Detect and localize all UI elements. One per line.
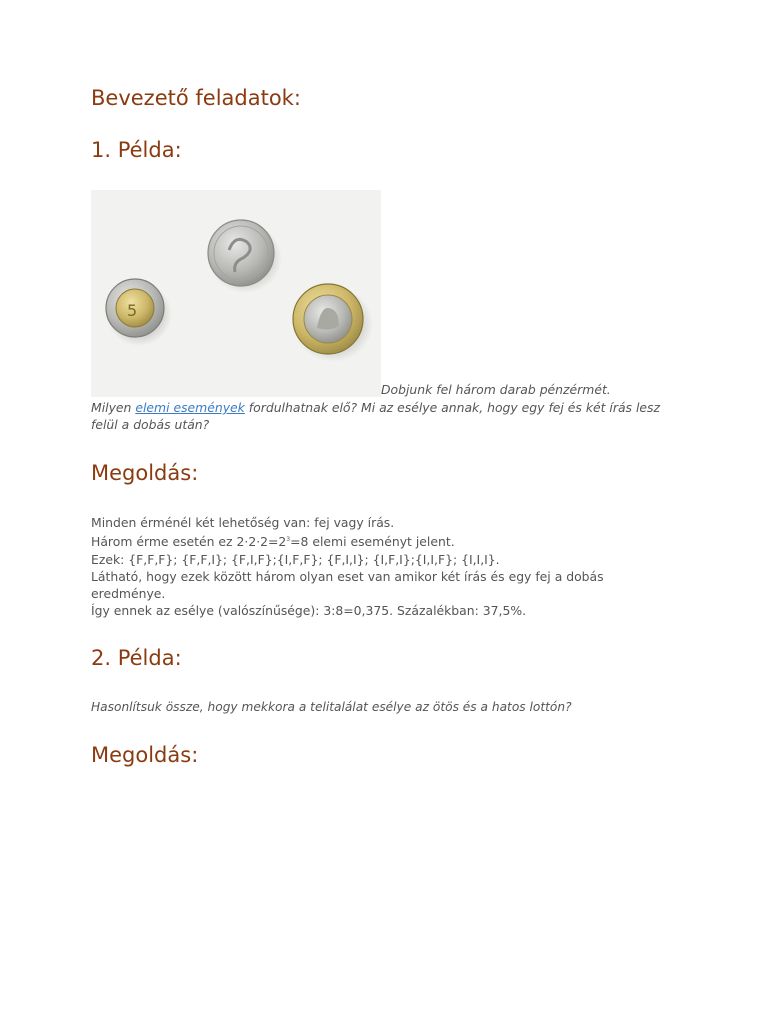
solution-1-line-2: Három érme esetén ez $2\cdot 2\cdot 2=2^3=8$ elemi eseményt jelent.	[91, 534, 455, 550]
heading-intro: Bevezető feladatok:	[91, 86, 301, 110]
coins-photo	[91, 190, 381, 397]
heading-solution-1: Megoldás:	[91, 461, 199, 485]
solution-1-line-5: Így ennek az esélye (valószínűsége): 3:8=0,375. Százalékban: 37,5%.	[91, 603, 527, 619]
example-1-question: Milyen elemi események fordulhatnak elő? Mi az esélye annak, hogy egy fej és két írás lesz felül a dobás után?	[91, 400, 660, 433]
solution-1-line-1: Minden érménél két lehetőség van: fej vagy írás.	[91, 515, 395, 530]
elemi-esemenyek-link[interactable]: elemi események	[135, 400, 245, 415]
solution-1-line-3: Ezek: {F,F,F}; {F,F,I}; {F,I,F};{I,F,F}; {F,I,I}; {I,F,I};{I,I,F}; {I,I,I}.	[91, 551, 500, 567]
example-2-question: Hasonlítsuk össze, hogy mekkora a telitalálat esélye az ötös és a hatos lottón?	[91, 700, 572, 714]
coins-image	[91, 190, 381, 397]
svg-text:5: 5	[127, 301, 138, 320]
solution-1-line-4: Látható, hogy ezek között három olyan eset van amikor két írás és egy fej a dobás eredménye.	[91, 568, 604, 601]
heading-solution-2: Megoldás:	[91, 743, 199, 767]
heading-example-1: 1. Példa:	[91, 138, 182, 162]
solution-1-text	[91, 514, 681, 619]
heading-example-2: 2. Példa:	[91, 646, 182, 670]
example-1-caption: Dobjunk fel három darab pénzérmét.	[381, 382, 611, 397]
